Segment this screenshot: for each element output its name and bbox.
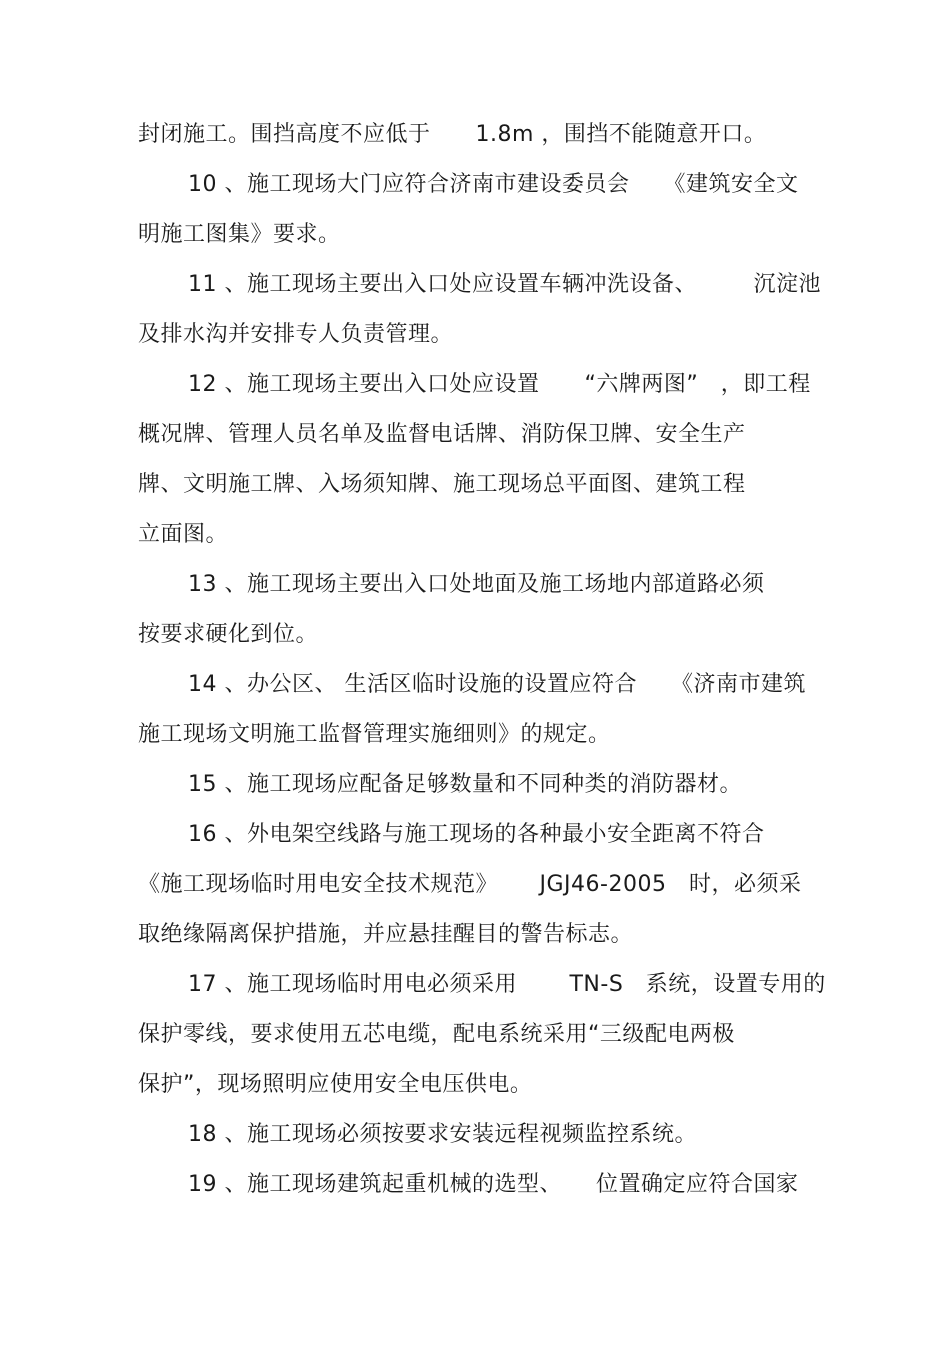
- text-line-7: 概况牌、管理人员名单及监督电话牌、消防保卫牌、安全生产: [138, 422, 746, 447]
- text-line-15: 16 、外电架空线路与施工现场的各种最小安全距离不符合: [188, 822, 765, 847]
- text-line-1: 封闭施工。围挡高度不应低于 1.8m ，围挡不能随意开口。: [138, 122, 767, 147]
- text-line-21: 18 、施工现场必须按要求安装远程视频监控系统。: [188, 1122, 697, 1147]
- text-line-19: 保护零线，要求使用五芯电缆，配电系统采用“三级配电两极: [138, 1022, 735, 1047]
- text-line-14: 15 、施工现场应配备足够数量和不同种类的消防器材。: [188, 772, 742, 797]
- text-line-8: 牌、文明施工牌、入场须知牌、施工现场总平面图、建筑工程: [138, 472, 746, 497]
- text-line-22: 19 、施工现场建筑起重机械的选型、 位置确定应符合国家: [188, 1172, 799, 1197]
- text-line-5: 及排水沟并安排专人负责管理。: [138, 322, 454, 347]
- text-line-9: 立面图。: [138, 522, 229, 547]
- text-line-13: 施工现场文明施工监督管理实施细则》的规定。: [138, 722, 611, 747]
- text-line-6: 12 、施工现场主要出入口处应设置 “六牌两图” ，即工程: [188, 372, 811, 397]
- text-line-16: 《施工现场临时用电安全技术规范》 JGJ46-2005 时，必须采: [138, 872, 802, 897]
- text-line-12: 14 、办公区、 生活区临时设施的设置应符合 《济南市建筑: [188, 672, 806, 697]
- text-line-17: 取绝缘隔离保护措施，并应悬挂醒目的警告标志。: [138, 922, 634, 947]
- text-line-20: 保护”，现场照明应使用安全电压供电。: [138, 1072, 533, 1097]
- text-line-10: 13 、施工现场主要出入口处地面及施工场地内部道路必须: [188, 572, 765, 597]
- text-line-4: 11 、施工现场主要出入口处应设置车辆冲洗设备、 沉淀池: [188, 272, 821, 297]
- text-line-2: 10 、施工现场大门应符合济南市建设委员会 《建筑安全文: [188, 172, 799, 197]
- text-line-18: 17 、施工现场临时用电必须采用 TN-S 系统，设置专用的: [188, 972, 826, 997]
- text-line-11: 按要求硬化到位。: [138, 622, 319, 647]
- text-line-3: 明施工图集》要求。: [138, 222, 341, 247]
